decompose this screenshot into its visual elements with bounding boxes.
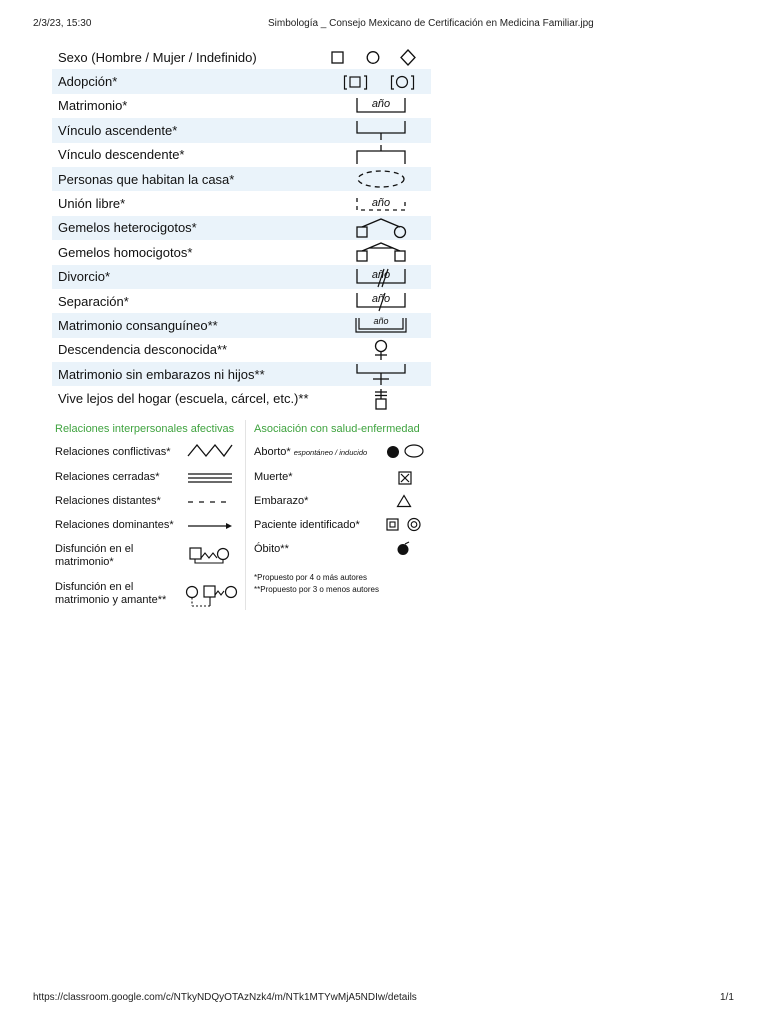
symbol-label: Unión libre* <box>58 196 126 212</box>
symbol-row-adoption <box>52 69 431 93</box>
symbol-row-lives-away <box>52 386 431 410</box>
triple-line-icon <box>186 471 234 485</box>
relation-label: Relaciones cerradas* <box>55 471 160 483</box>
unknown-descent-icon <box>353 338 409 362</box>
zigzag-line-icon <box>186 442 234 460</box>
divorce-line-icon <box>353 265 409 289</box>
separation-line-icon <box>353 289 409 313</box>
health-heading: Asociación con salud-enfermedad <box>254 423 420 435</box>
relation-label: Disfunción en el matrimonio* <box>55 543 134 568</box>
page-url: https://classroom.google.com/c/NTkyNDQyOTAzNzk4/m/NTk1MTYwMjA5NDIw/details <box>33 992 417 1003</box>
abortion-label <box>254 446 367 459</box>
column-divider <box>245 420 246 610</box>
abortion-title: Aborto* <box>254 446 291 458</box>
descending-link-icon <box>353 143 409 167</box>
ascending-link-icon <box>353 118 409 142</box>
symbol-row-heterozygous-twins <box>52 216 431 240</box>
arrow-line-icon <box>186 521 234 531</box>
note-three-authors: **Propuesto por 3 o menos autores <box>254 585 379 594</box>
document-title: Simbología _ Consejo Mexicano de Certificación en Medicina Familiar.jpg <box>268 18 594 29</box>
symbol-label: Vínculo descendente* <box>58 147 185 163</box>
symbol-row-consanguineous <box>52 313 431 337</box>
childless-marriage-icon <box>353 362 409 386</box>
health-label: Embarazo* <box>254 495 309 507</box>
adoption-symbols-icon <box>343 69 419 93</box>
symbol-label: Gemelos heterocigotos* <box>58 220 197 236</box>
symbol-label: Vínculo ascendente* <box>58 122 178 138</box>
symbol-row-sex <box>52 45 431 69</box>
dysfunction-with-lover-icon <box>184 583 240 609</box>
relation-label: Disfunción en el matrimonio y amante** <box>55 581 167 606</box>
crossed-square-icon <box>398 471 412 485</box>
free-union-dashed-line-icon <box>353 191 409 215</box>
relations-heading: Relaciones interpersonales afectivas <box>55 423 235 435</box>
symbol-table <box>52 45 431 411</box>
symbol-row-homozygous-twins <box>52 240 431 264</box>
symbol-row-ascending <box>52 118 431 142</box>
symbol-label: Separación* <box>58 293 129 309</box>
consanguineous-year-text: año <box>373 316 389 327</box>
identified-patient-icon <box>385 517 423 533</box>
symbol-row-childless-marriage <box>52 362 431 386</box>
divorce-year-text: año <box>371 268 391 281</box>
dashed-line-icon <box>186 497 234 507</box>
health-label: Óbito** <box>254 543 289 555</box>
health-label: Muerte* <box>254 471 293 483</box>
symbol-label: Matrimonio* <box>58 98 128 114</box>
relation-label: Relaciones dominantes* <box>55 519 174 531</box>
marriage-year-text: año <box>371 97 391 110</box>
lives-away-icon <box>353 386 409 410</box>
health-label: Paciente identificado* <box>254 519 360 531</box>
note-four-authors: *Propuesto por 4 o más autores <box>254 573 367 582</box>
consanguineous-marriage-icon <box>353 313 409 337</box>
page-number: 1/1 <box>720 992 734 1003</box>
symbol-row-free-union <box>52 191 431 215</box>
symbol-label: Sexo (Hombre / Mujer / Indefinido) <box>58 49 257 65</box>
symbol-row-household <box>52 167 431 191</box>
symbol-label: Descendencia desconocida** <box>58 342 228 358</box>
household-dashed-ellipse-icon <box>353 167 409 191</box>
heterozygous-twins-icon <box>353 216 409 240</box>
marriage-line-icon <box>353 94 409 118</box>
sex-symbols-icon <box>329 45 421 69</box>
symbol-label: Personas que habitan la casa* <box>58 171 235 187</box>
symbol-label: Gemelos homocigotos* <box>58 244 193 260</box>
symbol-row-divorce <box>52 265 431 289</box>
relation-label: Relaciones conflictivas* <box>55 446 171 458</box>
homozygous-twins-icon <box>353 240 409 264</box>
print-datetime: 2/3/23, 15:30 <box>33 18 92 29</box>
symbol-label: Matrimonio consanguíneo** <box>58 317 218 333</box>
stillbirth-blot-icon <box>395 541 411 557</box>
abortion-icon <box>385 444 425 460</box>
triangle-icon <box>396 494 412 508</box>
symbol-label: Vive lejos del hogar (escuela, cárcel, etc.)** <box>58 391 309 407</box>
symbol-label: Adopción* <box>58 74 118 90</box>
relation-label: Relaciones distantes* <box>55 495 161 507</box>
separation-year-text: año <box>371 293 391 306</box>
legend-bottom <box>52 420 431 610</box>
symbol-label: Matrimonio sin embarazos ni hijos** <box>58 366 265 382</box>
symbol-row-marriage <box>52 94 431 118</box>
free-union-year-text: año <box>371 196 391 209</box>
symbol-row-descending <box>52 143 431 167</box>
symbol-row-separation <box>52 289 431 313</box>
abortion-subtitle: espontáneo / inducido <box>293 448 368 457</box>
symbol-row-unknown-descent <box>52 338 431 362</box>
dysfunctional-marriage-icon <box>188 545 232 565</box>
symbol-label: Divorcio* <box>58 269 111 285</box>
